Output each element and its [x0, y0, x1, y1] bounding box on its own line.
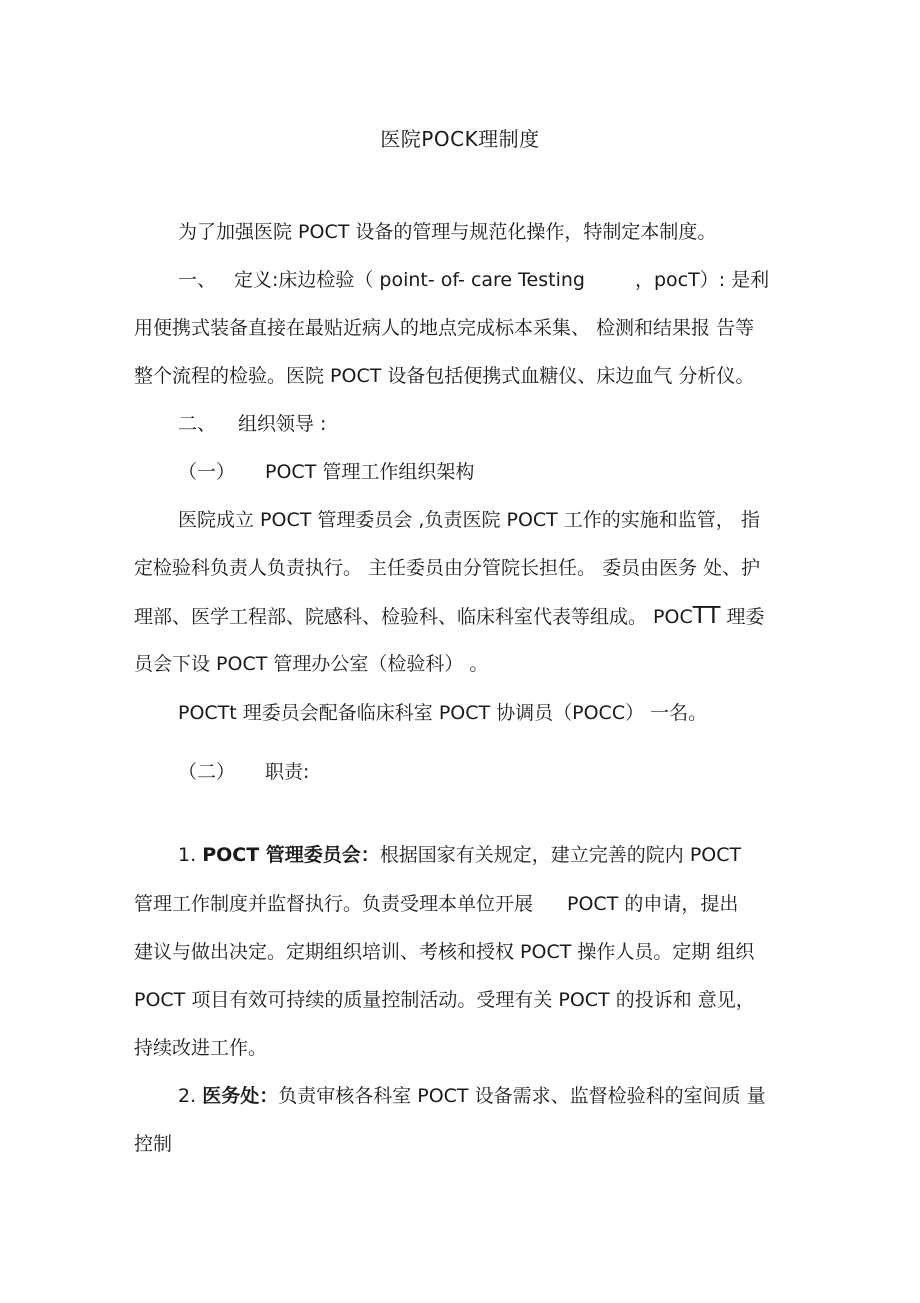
org-paragraph-line2: 定检验科负责人负责执行。 主任委员由分管院长担任。 委员由医务 处、护 [134, 557, 761, 579]
intro-paragraph: 为了加强医院 POCT 设备的管理与规范化操作，特制定本制度。 [178, 221, 717, 243]
definition-term-english: point- of- care Testing [379, 269, 585, 291]
duty2-number: 2. [178, 1085, 197, 1107]
definition-text-c: ，pocT）: 是利 [634, 269, 770, 291]
org-paragraph-line3 [134, 602, 764, 630]
subsection2-heading [178, 758, 309, 786]
section2-heading [178, 410, 326, 438]
subsection1-label: POCT 管理工作组织架构 [265, 461, 475, 483]
definition-text-a: 定义:床边检验（ [234, 269, 374, 291]
org-line3-text: 理部、医学工程部、院感科、检验科、临床科室代表等组成。 POC [134, 606, 693, 628]
section2-number: 二、 [178, 413, 217, 435]
section1-definition-line2: 用便携式装备直接在最贴近病人的地点完成标本采集、 检测和结果报 告等 [134, 317, 755, 339]
duty1-name: POCT 管理委员会： [202, 844, 380, 866]
subsection2-label: 职责: [265, 761, 310, 783]
duty1-line3: 建议与做出决定。定期组织培训、考核和授权 POCT 操作人员。定期 组织 [134, 941, 755, 963]
org-paragraph-line4: 员会下设 POCT 管理办公室（检验科） 。 [134, 653, 489, 675]
duty1-line4: POCT 项目有效可持续的质量控制活动。受理有关 POCT 的投诉和 意见， [134, 989, 755, 1011]
duty2-line1 [178, 1082, 766, 1110]
duty2-name: 医务处： [202, 1085, 279, 1107]
subsection2-number: （二） [178, 761, 236, 783]
duty1-line2-text-b: POCT 的申请，提出 [567, 893, 739, 915]
duty1-line5: 持续改进工作。 [134, 1037, 268, 1059]
duty1-text: 根据国家有关规定，建立完善的院内 POCT [379, 844, 742, 866]
subsection1-heading [178, 458, 474, 486]
pocc-paragraph: POCTt 理委员会配备临床科室 POCT 协调员（POCC） 一名。 [178, 702, 708, 724]
org-paragraph-line1: 医院成立 POCT 管理委员会 ,负责医院 POCT 工作的实施和监管， 指 [178, 509, 760, 531]
section2-label: 组织领导 : [238, 413, 327, 435]
org-line3-tail: 理委 [720, 606, 765, 628]
duty1-line1 [178, 841, 741, 869]
duty1-line2 [134, 890, 738, 918]
duty1-number: 1. [178, 844, 197, 866]
document-title: 医院POCK理制度 [380, 127, 540, 151]
duty2-line2: 控制 [134, 1133, 173, 1155]
subsection1-number: （一） [178, 461, 236, 483]
org-line3-large-text: TT [692, 603, 721, 629]
section1-heading: 一、 [178, 269, 217, 291]
duty2-text: 负责审核各科室 POCT 设备需求、监督检验科的室间质 量 [278, 1085, 766, 1107]
duty1-line2-text-a: 管理工作制度并监督执行。负责受理本单位开展 [134, 893, 534, 915]
section1-definition-line1 [178, 266, 769, 294]
section1-definition-line3: 整个流程的检验。医院 POCT 设备包括便携式血糖仪、床边血气 分析仪。 [134, 365, 755, 387]
